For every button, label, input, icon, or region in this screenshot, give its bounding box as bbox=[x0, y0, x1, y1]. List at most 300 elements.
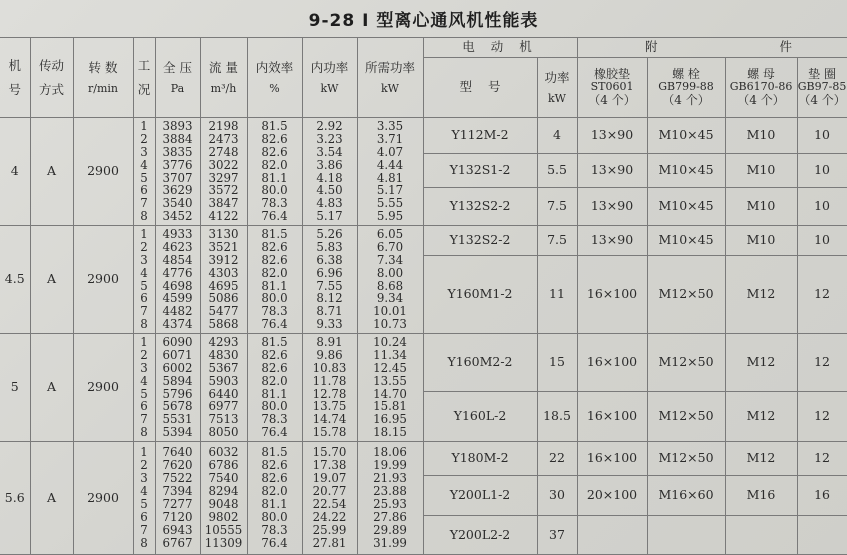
value: 4623 bbox=[162, 239, 193, 254]
value: 2 bbox=[140, 458, 148, 473]
header-neixiaolv-unit: % bbox=[269, 82, 280, 96]
value: 82.0 bbox=[261, 484, 288, 499]
value: 10.83 bbox=[312, 360, 347, 375]
header-bolt-std: GB799-88 bbox=[658, 80, 714, 94]
cell-nut bbox=[725, 516, 797, 555]
value: 6002 bbox=[162, 360, 193, 375]
cell-motor-model: Y132S2-2 bbox=[423, 226, 537, 256]
header-motor-power bbox=[537, 58, 577, 118]
cell-motor-power: 5.5 bbox=[537, 154, 577, 188]
cell-motor-power: 7.5 bbox=[537, 188, 577, 226]
group-4-5 bbox=[0, 226, 847, 334]
value: 5.83 bbox=[316, 239, 343, 254]
header-liuliang bbox=[200, 38, 247, 118]
header-zhuanshu-top: 转 数 bbox=[88, 59, 118, 75]
header-washer bbox=[797, 58, 847, 118]
cell-motor-model: Y112M-2 bbox=[423, 118, 537, 154]
value: 8 bbox=[140, 317, 148, 332]
value: 7620 bbox=[162, 458, 193, 473]
header-liuliang-unit: m³/h bbox=[210, 82, 237, 96]
value: 3884 bbox=[162, 131, 193, 146]
cell-rubber-pad: 13×90 bbox=[577, 226, 647, 256]
value: 2.92 bbox=[316, 118, 343, 133]
value: 7 bbox=[140, 304, 148, 319]
header-nut-std: GB6170-86 bbox=[729, 80, 793, 94]
cell-motor-power: 11 bbox=[537, 256, 577, 334]
cell-chuandong: A bbox=[30, 334, 73, 442]
value: 81.1 bbox=[261, 386, 288, 401]
value: 81.1 bbox=[261, 497, 288, 511]
value: 5367 bbox=[208, 360, 239, 375]
value: 5086 bbox=[208, 291, 239, 306]
cell-nut: M12 bbox=[725, 392, 797, 442]
value: 81.1 bbox=[261, 170, 288, 185]
cell-bolt: M12×50 bbox=[647, 334, 725, 392]
value: 4.50 bbox=[316, 183, 343, 198]
value: 10.01 bbox=[373, 304, 407, 319]
value: 18.15 bbox=[373, 425, 407, 440]
value: 8.00 bbox=[376, 265, 404, 280]
value: 82.6 bbox=[261, 144, 288, 159]
cell-nut: M10 bbox=[725, 118, 797, 154]
value: 5394 bbox=[162, 425, 193, 440]
value: 27.81 bbox=[312, 535, 347, 550]
cell-neixiaolv-list bbox=[247, 334, 302, 442]
value: 15.70 bbox=[312, 445, 347, 460]
value: 6 bbox=[140, 291, 148, 306]
value: 78.3 bbox=[261, 304, 288, 319]
header-jihao bbox=[0, 38, 30, 118]
value: 76.4 bbox=[261, 425, 288, 440]
value: 5531 bbox=[162, 412, 193, 427]
value: 82.6 bbox=[261, 131, 288, 146]
value: 82.6 bbox=[261, 471, 288, 486]
value: 8 bbox=[140, 425, 148, 440]
value: 18.06 bbox=[373, 445, 407, 460]
cell-gongkuang-list bbox=[133, 442, 155, 555]
value: 5.26 bbox=[316, 226, 343, 241]
cell-suoxu-list bbox=[357, 226, 423, 334]
value: 4293 bbox=[208, 334, 239, 349]
value: 12.45 bbox=[373, 360, 407, 375]
value: 7120 bbox=[162, 509, 193, 524]
header-nut-name: 螺 母 bbox=[747, 66, 775, 81]
value: 76.4 bbox=[261, 209, 288, 224]
value: 81.5 bbox=[261, 334, 288, 349]
value: 3893 bbox=[162, 118, 193, 133]
header-suoxu bbox=[357, 38, 423, 118]
cell-motor-model: Y132S1-2 bbox=[423, 154, 537, 188]
cell-rubber-pad: 13×90 bbox=[577, 154, 647, 188]
cell-bolt: M10×45 bbox=[647, 226, 725, 256]
value: 13.75 bbox=[312, 399, 347, 414]
header-neixiaolv bbox=[247, 38, 302, 118]
value: 4482 bbox=[162, 304, 193, 319]
value: 6440 bbox=[208, 386, 239, 401]
header-liuliang-top: 流 量 bbox=[209, 59, 238, 75]
value: 19.99 bbox=[373, 458, 407, 473]
cell-bolt: M10×45 bbox=[647, 118, 725, 154]
value: 3.71 bbox=[376, 131, 404, 146]
header-gongkuang-top: 工 bbox=[137, 58, 151, 74]
cell-gongkuang-list bbox=[133, 226, 155, 334]
header-washer-qty: （4 个） bbox=[798, 92, 846, 107]
value: 7.55 bbox=[316, 278, 343, 293]
value: 4.44 bbox=[376, 157, 404, 172]
value: 4776 bbox=[162, 265, 193, 280]
value: 31.99 bbox=[373, 535, 407, 550]
header-jihao-top: 机 bbox=[8, 58, 21, 74]
value: 5678 bbox=[162, 399, 193, 414]
value: 3297 bbox=[208, 170, 239, 185]
header-gongkuang bbox=[133, 38, 155, 118]
value: 1 bbox=[140, 445, 148, 460]
value: 2 bbox=[140, 131, 148, 146]
value: 76.4 bbox=[261, 535, 288, 550]
value: 14.70 bbox=[373, 386, 407, 401]
cell-jihao: 4.5 bbox=[0, 226, 30, 334]
cell-gongkuang-list bbox=[133, 334, 155, 442]
value: 6.70 bbox=[376, 239, 404, 254]
group-5-6 bbox=[0, 442, 847, 555]
value: 9802 bbox=[208, 509, 239, 524]
value: 81.5 bbox=[261, 445, 288, 460]
value: 82.6 bbox=[261, 239, 288, 254]
header-rubber-pad-name: 橡胶垫 bbox=[594, 66, 631, 81]
cell-motor-power: 37 bbox=[537, 516, 577, 555]
cell-zhuanshu: 2900 bbox=[73, 442, 133, 555]
header-nut bbox=[725, 58, 797, 118]
value: 1 bbox=[140, 226, 148, 241]
value: 3847 bbox=[208, 196, 239, 211]
value: 3629 bbox=[162, 183, 193, 198]
value: 2748 bbox=[208, 144, 239, 159]
value: 5796 bbox=[162, 386, 193, 401]
value: 2 bbox=[140, 347, 148, 362]
value: 4 bbox=[140, 484, 148, 499]
value: 4.18 bbox=[316, 170, 343, 185]
value: 82.0 bbox=[261, 157, 288, 172]
value: 4.07 bbox=[376, 144, 404, 159]
value: 5 bbox=[140, 170, 148, 185]
value: 4122 bbox=[208, 209, 239, 224]
value: 15.81 bbox=[373, 399, 407, 414]
cell-neigonglv-list bbox=[302, 226, 357, 334]
value: 81.5 bbox=[261, 118, 288, 133]
header-zhuanshu bbox=[73, 38, 133, 118]
value: 20.77 bbox=[312, 484, 347, 499]
value: 3835 bbox=[162, 144, 193, 159]
value: 3130 bbox=[208, 226, 239, 241]
header-neixiaolv-top: 内效率 bbox=[255, 59, 294, 75]
value: 6786 bbox=[208, 458, 239, 473]
value: 15.78 bbox=[312, 425, 347, 440]
value: 82.6 bbox=[261, 360, 288, 375]
value: 29.89 bbox=[373, 522, 407, 537]
cell-jihao: 4 bbox=[0, 118, 30, 226]
cell-quanya-list bbox=[155, 442, 200, 555]
value: 4 bbox=[140, 265, 148, 280]
cell-motor-model: Y160M2-2 bbox=[423, 334, 537, 392]
value: 2198 bbox=[208, 118, 239, 133]
header-suoxu-unit: kW bbox=[381, 82, 399, 96]
header-bolt-qty: （4 个） bbox=[662, 92, 710, 107]
value: 13.55 bbox=[373, 373, 407, 388]
cell-bolt: M10×45 bbox=[647, 188, 725, 226]
cell-rubber-pad bbox=[577, 516, 647, 555]
header-gongkuang-bottom: 况 bbox=[137, 82, 151, 97]
cell-bolt: M12×50 bbox=[647, 256, 725, 334]
cell-motor-power: 15 bbox=[537, 334, 577, 392]
cell-nut: M10 bbox=[725, 154, 797, 188]
cell-quanya-list bbox=[155, 226, 200, 334]
cell-washer: 10 bbox=[797, 154, 847, 188]
cell-zhuanshu: 2900 bbox=[73, 118, 133, 226]
cell-bolt: M16×60 bbox=[647, 476, 725, 516]
cell-rubber-pad: 13×90 bbox=[577, 188, 647, 226]
cell-zhuanshu: 2900 bbox=[73, 226, 133, 334]
value: 81.1 bbox=[261, 278, 288, 293]
value: 8.71 bbox=[316, 304, 343, 319]
value: 11.78 bbox=[312, 373, 347, 388]
value: 4695 bbox=[208, 278, 239, 293]
cell-suoxu-list bbox=[357, 118, 423, 226]
value: 3572 bbox=[208, 183, 239, 198]
fan-performance-table bbox=[0, 37, 847, 555]
cell-liuliang-list bbox=[200, 442, 247, 555]
cell-motor-power: 4 bbox=[537, 118, 577, 154]
value: 3 bbox=[140, 471, 148, 486]
value: 6090 bbox=[162, 334, 193, 349]
header-rubber-pad bbox=[577, 58, 647, 118]
value: 76.4 bbox=[261, 317, 288, 332]
cell-washer: 12 bbox=[797, 334, 847, 392]
value: 4.81 bbox=[376, 170, 404, 185]
value: 7513 bbox=[208, 412, 239, 427]
header-jihao-bottom: 号 bbox=[8, 82, 21, 97]
value: 5.55 bbox=[376, 196, 404, 211]
cell-washer: 12 bbox=[797, 442, 847, 476]
group-4 bbox=[0, 118, 847, 226]
value: 5 bbox=[140, 278, 148, 293]
value: 80.0 bbox=[261, 291, 288, 306]
value: 82.6 bbox=[261, 458, 288, 473]
value: 5 bbox=[140, 497, 148, 511]
value: 3912 bbox=[208, 252, 239, 267]
value: 4933 bbox=[162, 226, 193, 241]
cell-liuliang-list bbox=[200, 334, 247, 442]
header-neigonglv-unit: kW bbox=[320, 82, 339, 96]
value: 3 bbox=[140, 252, 148, 267]
value: 8 bbox=[140, 535, 148, 550]
cell-jihao: 5.6 bbox=[0, 442, 30, 555]
value: 10.24 bbox=[373, 334, 407, 349]
value: 2473 bbox=[208, 131, 239, 146]
value: 9.33 bbox=[316, 317, 343, 332]
cell-bolt bbox=[647, 516, 725, 555]
value: 3022 bbox=[208, 157, 239, 172]
value: 6977 bbox=[208, 399, 239, 414]
value: 3.23 bbox=[316, 131, 343, 146]
value: 4303 bbox=[208, 265, 239, 280]
cell-motor-model: Y200L2-2 bbox=[423, 516, 537, 555]
header-quanya-unit: Pa bbox=[170, 82, 185, 96]
value: 7522 bbox=[162, 471, 193, 486]
value: 82.6 bbox=[261, 347, 288, 362]
cell-nut: M12 bbox=[725, 256, 797, 334]
cell-washer: 12 bbox=[797, 256, 847, 334]
cell-rubber-pad: 13×90 bbox=[577, 118, 647, 154]
value: 4830 bbox=[208, 347, 239, 362]
value: 25.99 bbox=[312, 522, 347, 537]
cell-motor-model: Y132S2-2 bbox=[423, 188, 537, 226]
value: 7 bbox=[140, 412, 148, 427]
value: 19.07 bbox=[312, 471, 347, 486]
cell-nut: M12 bbox=[725, 442, 797, 476]
value: 8.12 bbox=[316, 291, 343, 306]
value: 3.35 bbox=[376, 118, 404, 133]
cell-rubber-pad: 16×100 bbox=[577, 334, 647, 392]
value: 6 bbox=[140, 399, 148, 414]
value: 7.34 bbox=[376, 252, 404, 267]
value: 7394 bbox=[162, 484, 193, 499]
header-neigonglv-top: 内功率 bbox=[310, 59, 349, 75]
cell-gongkuang-list bbox=[133, 118, 155, 226]
cell-quanya-list bbox=[155, 118, 200, 226]
value: 7640 bbox=[162, 445, 193, 460]
header-motor-group: 电 动 机 bbox=[423, 38, 577, 58]
cell-motor-power: 30 bbox=[537, 476, 577, 516]
value: 82.0 bbox=[261, 373, 288, 388]
cell-motor-power: 18.5 bbox=[537, 392, 577, 442]
value: 6.05 bbox=[376, 226, 404, 241]
header-motor-power-top: 功率 bbox=[544, 69, 570, 85]
value: 2 bbox=[140, 239, 148, 254]
value: 12.78 bbox=[312, 386, 347, 401]
value: 5.17 bbox=[316, 209, 343, 224]
cell-suoxu-list bbox=[357, 442, 423, 555]
value: 82.0 bbox=[261, 265, 288, 280]
value: 81.5 bbox=[261, 226, 288, 241]
value: 5903 bbox=[208, 373, 239, 388]
header-washer-name: 垫 圈 bbox=[808, 66, 836, 81]
value: 6943 bbox=[162, 522, 193, 537]
header-neigonglv bbox=[302, 38, 357, 118]
value: 6071 bbox=[162, 347, 193, 362]
cell-zhuanshu: 2900 bbox=[73, 334, 133, 442]
value: 6767 bbox=[162, 535, 193, 550]
value: 80.0 bbox=[261, 183, 288, 198]
cell-bolt: M10×45 bbox=[647, 154, 725, 188]
value: 6 bbox=[140, 509, 148, 524]
cell-motor-model: Y160L-2 bbox=[423, 392, 537, 442]
cell-chuandong: A bbox=[30, 442, 73, 555]
cell-neixiaolv-list bbox=[247, 118, 302, 226]
value: 10.73 bbox=[373, 317, 407, 332]
header-chuandong-top: 传动 bbox=[38, 58, 64, 74]
cell-motor-power: 7.5 bbox=[537, 226, 577, 256]
value: 80.0 bbox=[261, 509, 288, 524]
value: 14.74 bbox=[312, 412, 347, 427]
value: 1 bbox=[140, 118, 148, 133]
cell-neigonglv-list bbox=[302, 118, 357, 226]
cell-nut: M10 bbox=[725, 188, 797, 226]
value: 16.95 bbox=[373, 412, 407, 427]
value: 4 bbox=[140, 373, 148, 388]
value: 6.38 bbox=[316, 252, 343, 267]
value: 8050 bbox=[208, 425, 239, 440]
value: 4599 bbox=[162, 291, 193, 306]
cell-nut: M10 bbox=[725, 226, 797, 256]
value: 6 bbox=[140, 183, 148, 198]
value: 27.86 bbox=[373, 509, 407, 524]
header-motor-power-unit: kW bbox=[548, 92, 566, 106]
cell-bolt: M12×50 bbox=[647, 442, 725, 476]
header-quanya-top: 全 压 bbox=[163, 59, 192, 75]
cell-suoxu-list bbox=[357, 334, 423, 442]
cell-neixiaolv-list bbox=[247, 226, 302, 334]
header-attach-right: 件 bbox=[725, 38, 847, 58]
header-rubber-pad-std: ST0601 bbox=[590, 80, 634, 94]
value: 5.95 bbox=[376, 209, 404, 224]
page-title: 9-28 I 型离心通风机性能表 bbox=[308, 11, 539, 31]
value: 5477 bbox=[208, 304, 239, 319]
header-attach-left: 附 bbox=[577, 38, 725, 58]
cell-neigonglv-list bbox=[302, 442, 357, 555]
cell-washer: 10 bbox=[797, 188, 847, 226]
cell-nut: M16 bbox=[725, 476, 797, 516]
header-bolt bbox=[647, 58, 725, 118]
cell-nut: M12 bbox=[725, 334, 797, 392]
value: 3540 bbox=[162, 196, 193, 211]
cell-washer: 10 bbox=[797, 226, 847, 256]
value: 23.88 bbox=[373, 484, 407, 499]
value: 8.91 bbox=[316, 334, 343, 349]
value: 5.17 bbox=[376, 183, 404, 198]
value: 3452 bbox=[162, 209, 193, 224]
value: 7540 bbox=[208, 471, 239, 486]
value: 5 bbox=[140, 386, 148, 401]
value: 78.3 bbox=[261, 522, 288, 537]
cell-rubber-pad: 16×100 bbox=[577, 256, 647, 334]
value: 3.86 bbox=[316, 157, 343, 172]
cell-neixiaolv-list bbox=[247, 442, 302, 555]
cell-liuliang-list bbox=[200, 118, 247, 226]
value: 7277 bbox=[162, 497, 193, 511]
value: 24.22 bbox=[312, 509, 347, 524]
cell-motor-model: Y160M1-2 bbox=[423, 256, 537, 334]
value: 7 bbox=[140, 522, 148, 537]
value: 22.54 bbox=[312, 497, 347, 511]
value: 9.86 bbox=[316, 347, 343, 362]
cell-liuliang-list bbox=[200, 226, 247, 334]
header-quanya bbox=[155, 38, 200, 118]
cell-rubber-pad: 16×100 bbox=[577, 442, 647, 476]
value: 3776 bbox=[162, 157, 193, 172]
value: 80.0 bbox=[261, 399, 288, 414]
value: 5868 bbox=[208, 317, 239, 332]
cell-chuandong: A bbox=[30, 226, 73, 334]
cell-washer: 12 bbox=[797, 392, 847, 442]
cell-washer: 16 bbox=[797, 476, 847, 516]
value: 8.68 bbox=[376, 278, 404, 293]
value: 21.93 bbox=[373, 471, 407, 486]
value: 4698 bbox=[162, 278, 193, 293]
cell-motor-model: Y200L1-2 bbox=[423, 476, 537, 516]
value: 9.34 bbox=[376, 291, 404, 306]
header-chuandong bbox=[30, 38, 73, 118]
value: 3 bbox=[140, 144, 148, 159]
